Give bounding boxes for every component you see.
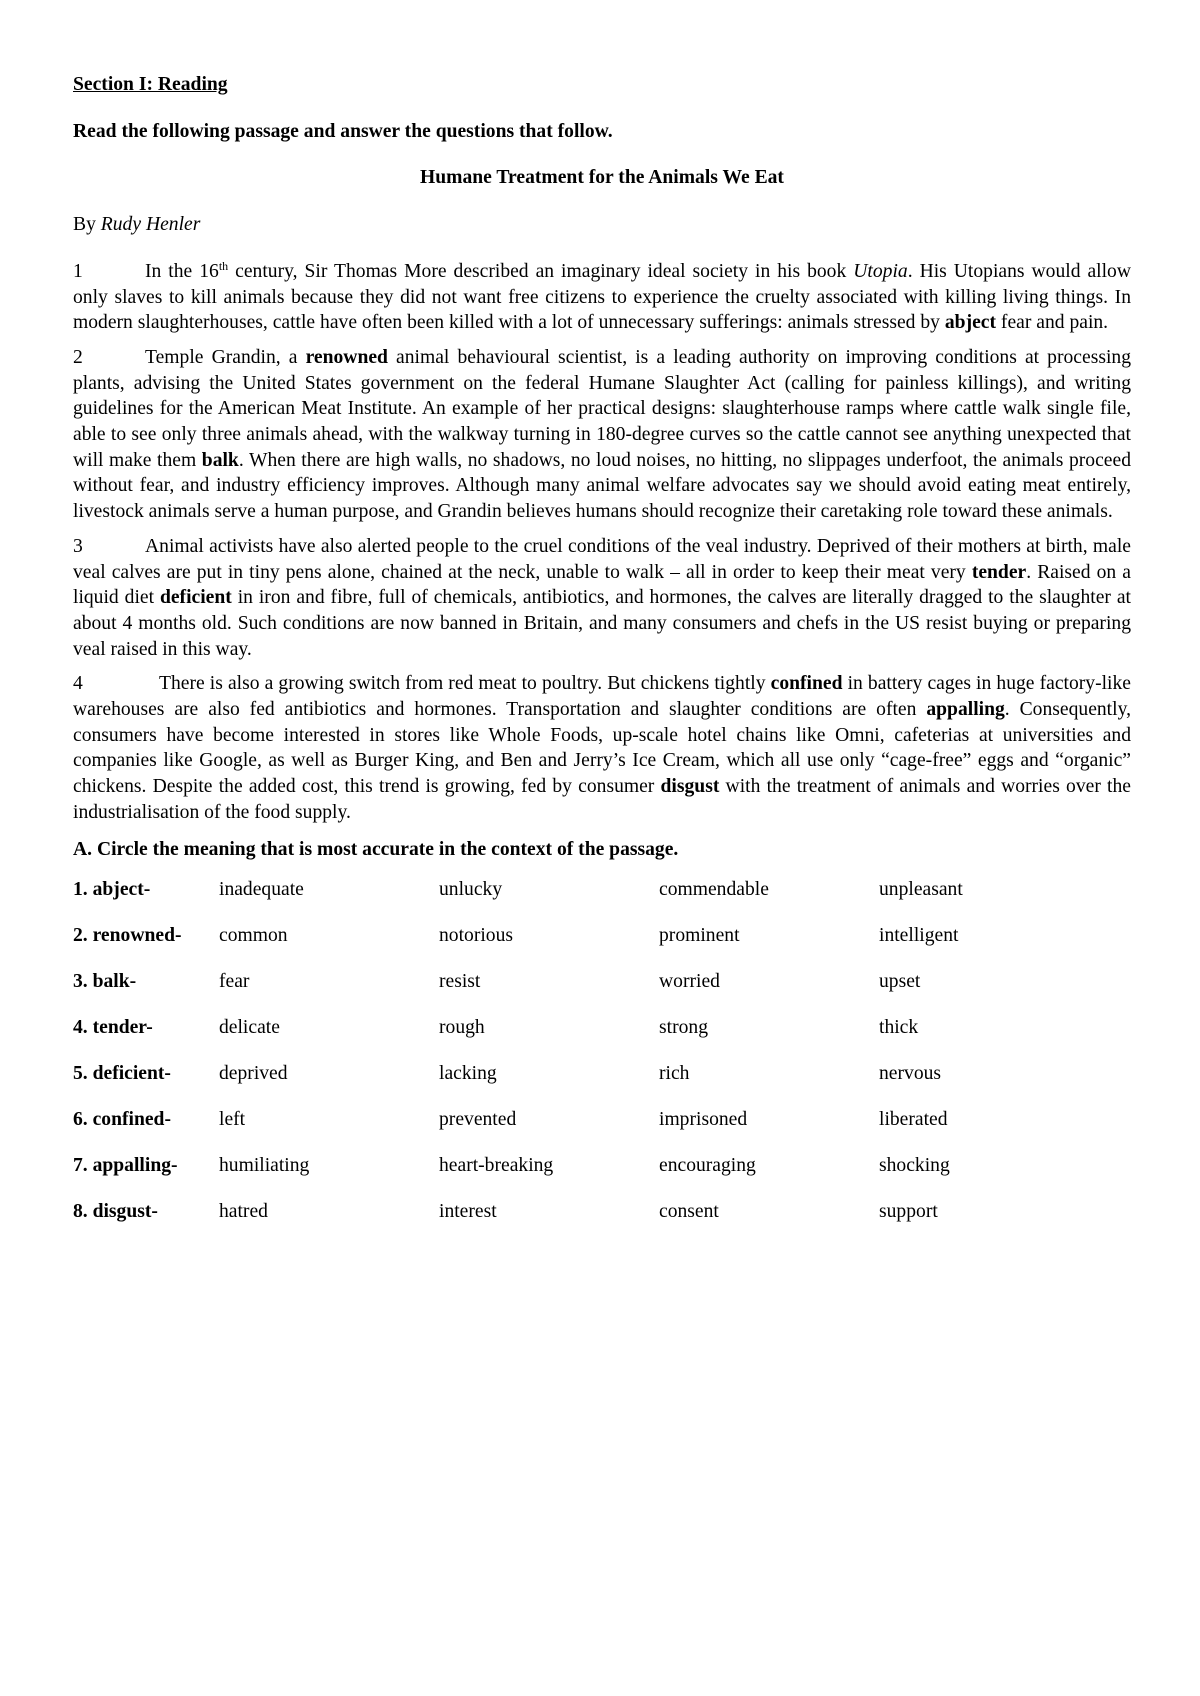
vocab-row (73, 1107, 1131, 1153)
paragraph-text: . His Utopians would allow only slaves to kill animals because they did not want free citizens to experience the cruelty associated with killing living things. In modern slaughterhouses, cattle have often been killed with a lot of unnecessary sufferings: animals stressed by (73, 260, 1132, 334)
vocab-row (73, 1153, 1131, 1199)
paragraph-1 (73, 259, 1131, 336)
paragraph-text: In the 16 (145, 260, 219, 282)
option-d[interactable]: thick (879, 1017, 919, 1039)
option-c[interactable]: imprisoned (659, 1109, 748, 1131)
paragraph-text: Animal activists have also alerted people to the cruel conditions of the veal industry. Deprived of their mothers at birth, male veal calves are put in tiny pens alone, chained at the neck, unable to walk – all in order to keep their meat very (73, 535, 1131, 583)
byline (73, 212, 1131, 238)
exercise-title: A. Circle the meaning that is most accurate in the context of the passage. (73, 838, 679, 860)
option-a[interactable]: deprived (219, 1063, 288, 1085)
vocab-row (73, 1199, 1131, 1245)
paragraph-text: . Raised on a liquid diet (73, 561, 1131, 609)
option-d[interactable]: support (879, 1201, 938, 1223)
option-d[interactable]: intelligent (879, 925, 959, 947)
paragraph-4 (73, 671, 1131, 825)
vocab-word-deficient: deficient (159, 587, 232, 609)
paragraph-3 (73, 534, 1131, 663)
option-d[interactable]: upset (879, 971, 921, 993)
option-d[interactable]: liberated (879, 1109, 948, 1131)
vocab-row (73, 877, 1131, 923)
paragraph-text: There is also a growing switch from red meat to poultry. But chickens tightly (159, 673, 771, 695)
option-a[interactable]: hatred (219, 1201, 268, 1223)
option-c[interactable]: consent (659, 1201, 719, 1223)
paragraph-number: 3 (73, 535, 83, 557)
paragraph-text: in iron and fibre, full of chemicals, antibiotics, and hormones, the calves are literally dragged to the slaughter at about 4 months old. Such conditions are now banned in Britain, and many consumers and chefs in the US resist buying or preparing veal raised in this way. (73, 587, 1132, 660)
section-title: Section I: Reading (73, 74, 228, 95)
vocab-word-appalling: appalling (926, 699, 1005, 721)
superscript: th (218, 258, 229, 273)
byline-label: By (73, 214, 96, 236)
vocab-row (73, 1015, 1131, 1061)
option-b[interactable]: heart-breaking (439, 1155, 554, 1177)
paragraph-number: 2 (73, 346, 83, 368)
paragraph-text: fear and pain. (996, 312, 1109, 334)
option-b[interactable]: prevented (439, 1109, 517, 1131)
option-a[interactable]: left (219, 1109, 246, 1131)
vocab-row (73, 923, 1131, 969)
option-c[interactable]: encouraging (659, 1155, 756, 1177)
reading-instruction: Read the following passage and answer the questions that follow. (73, 120, 613, 142)
vocab-word: 5. deficient- (73, 1063, 171, 1085)
option-a[interactable]: inadequate (219, 879, 304, 901)
option-b[interactable]: interest (439, 1201, 497, 1223)
option-b[interactable]: resist (439, 971, 481, 993)
worksheet-page (73, 72, 1131, 1245)
vocab-word: 6. confined- (73, 1109, 171, 1131)
vocab-word-abject: abject (944, 312, 997, 334)
option-c[interactable]: commendable (659, 879, 769, 901)
option-b[interactable]: lacking (439, 1063, 497, 1085)
paragraph-text: . Consequently, consumers have become interested in stores like Whole Foods, up-scale hotel chains like Omni, cafeterias at universities and companies like Google, as well as Burger King, and Ben and Jerry’s Ice Cream, which all use only “cage-free” eggs and “organic” chickens. Despite the added cost, this trend is growing, fed by consumer (73, 699, 1131, 798)
option-a[interactable]: common (219, 925, 288, 947)
paragraph-2 (73, 345, 1131, 525)
paragraph-number: 4 (73, 673, 83, 695)
vocab-word-confined: confined (770, 673, 843, 695)
option-d[interactable]: unpleasant (879, 879, 963, 901)
option-a[interactable]: fear (219, 971, 250, 993)
option-c[interactable]: worried (659, 971, 720, 993)
option-b[interactable]: rough (439, 1017, 485, 1039)
paragraph-text: animal behavioural scientist, is a leading authority on improving conditions at processing plants, advising the United States government on the federal Humane Slaughter Act (calling for painless killings), and writing guidelines for the American Meat Institute. An example of her practical designs: slaughterhouse ramps where cattle walk single file, able to see only three animals ahead, with the walkway turning in 180-degree curves so the cattle cannot see anything unexpected that will make them (73, 346, 1131, 471)
paragraph-text: with the treatment of animals and worries over the industrialisation of the food supply. (73, 776, 1131, 823)
option-b[interactable]: notorious (439, 925, 514, 947)
author-name: Rudy Henler (100, 214, 201, 236)
vocab-word: 4. tender- (73, 1017, 153, 1039)
option-b[interactable]: unlucky (439, 879, 503, 901)
article-title: Humane Treatment for the Animals We Eat (420, 167, 784, 189)
option-c[interactable]: strong (659, 1017, 708, 1039)
option-d[interactable]: nervous (879, 1063, 942, 1085)
vocab-list (73, 877, 1131, 1245)
option-a[interactable]: delicate (219, 1017, 280, 1039)
vocab-word: 8. disgust- (73, 1201, 158, 1223)
vocab-row (73, 1061, 1131, 1107)
paragraph-text: in battery cages in huge factory-like warehouses are also fed antibiotics and hormones. Transportation and slaughter conditions are often (73, 673, 1131, 721)
paragraph-text: century, Sir Thomas More described an imaginary ideal society in his book (228, 260, 854, 282)
paragraph-text: . When there are high walls, no shadows, no loud noises, no hitting, no slippages underfoot, the animals proceed without fear, and industry efficiency improves. Although many animal welfare advocates say we should avoid eating meat entirely, livestock animals serve a human purpose, and Grandin believes humans should recognize their caretaking role toward these animals. (73, 449, 1131, 523)
option-c[interactable]: rich (659, 1063, 690, 1085)
vocab-row (73, 969, 1131, 1015)
vocab-word-renowned: renowned (305, 346, 388, 368)
vocab-word: 7. appalling- (73, 1155, 178, 1177)
paragraph-number: 1 (73, 260, 83, 282)
option-d[interactable]: shocking (879, 1155, 950, 1177)
option-c[interactable]: prominent (659, 925, 740, 947)
vocab-word-disgust: disgust (660, 776, 720, 798)
vocab-word-balk: balk (201, 449, 239, 471)
vocab-word: 3. balk- (73, 971, 137, 993)
book-title: Utopia (853, 260, 908, 282)
option-a[interactable]: humiliating (219, 1155, 310, 1177)
vocab-word-tender: tender (971, 561, 1027, 583)
vocab-word: 1. abject- (73, 879, 151, 901)
vocab-word: 2. renowned- (73, 925, 182, 947)
paragraph-text: Temple Grandin, a (145, 346, 306, 368)
